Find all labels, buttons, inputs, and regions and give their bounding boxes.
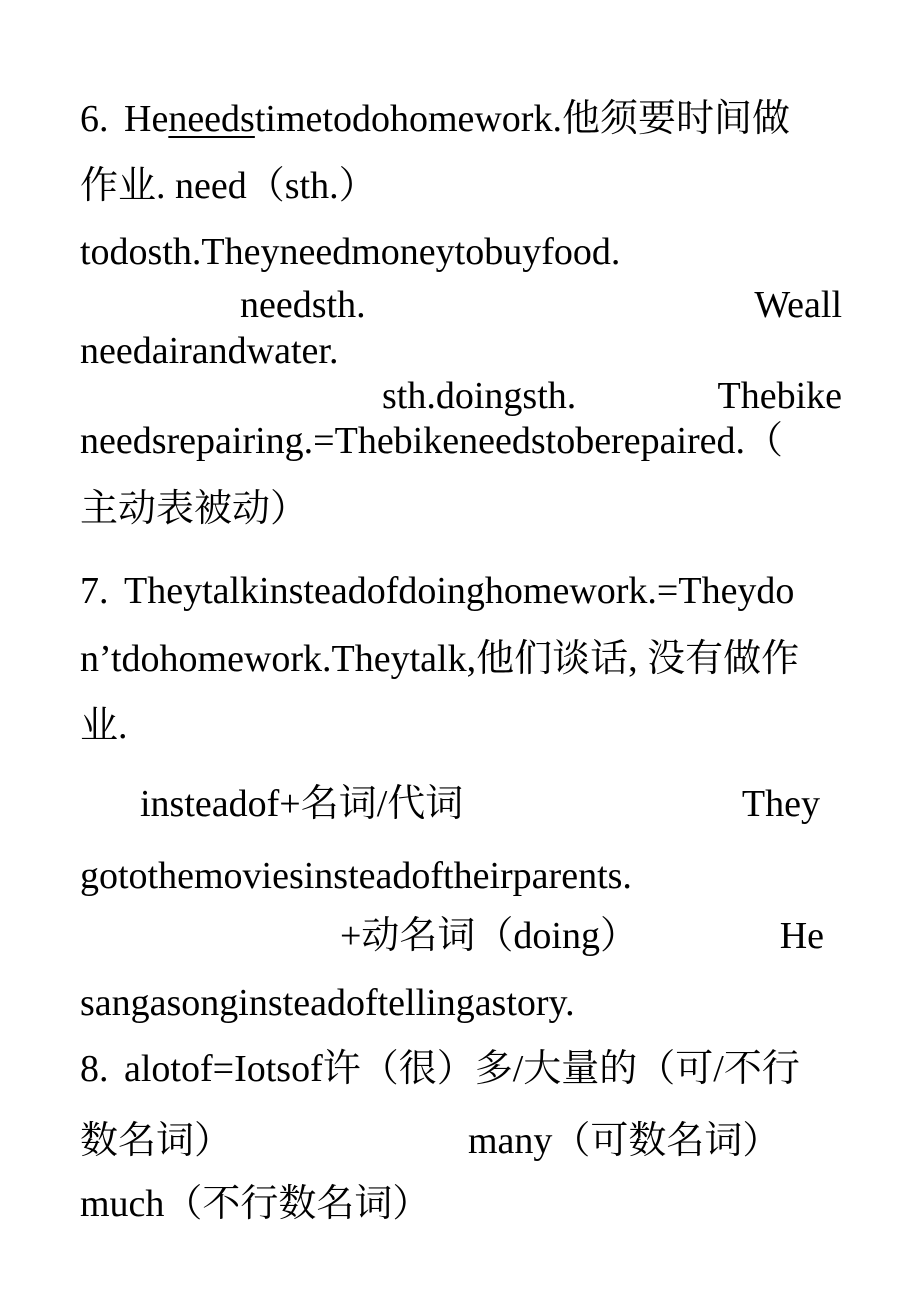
item8-line1	[80, 1048, 842, 1092]
item6-line2: 作业. need（sth.）	[80, 165, 377, 207]
item6-line3: todosth.Theyneedmoneytobuyfood.	[80, 231, 621, 273]
item6-line4-right: Weall	[754, 284, 842, 326]
item6-line8: 主动表被动）	[80, 488, 309, 530]
item8-line2	[80, 1120, 842, 1164]
item6-line4	[240, 284, 842, 328]
item6-line1	[80, 98, 842, 142]
item7-line3: 业.	[80, 705, 128, 747]
item6-line6-left: sth.doingsth.	[382, 375, 577, 417]
item8-line1-text: alotof=Iotsof许（很）多/大量的（可/不行	[124, 1048, 800, 1090]
item7-line4-left: insteadof+名词/代词	[140, 783, 464, 825]
item8-line2-right: many（可数名词）	[468, 1120, 781, 1162]
item6-line7: needsrepairing.=Thebikeneedstoberepaired.（	[80, 420, 784, 462]
item7-line4	[140, 783, 820, 827]
item8-line3: much（不行数名词）	[80, 1183, 431, 1225]
item6-line6	[382, 375, 842, 419]
item6-underlined-word: needs	[168, 98, 255, 140]
item7-line6	[340, 915, 824, 959]
item7-line2: n’tdohomework.Theytalk,他们谈话, 没有做作	[80, 638, 800, 680]
item6-line6-right: Thebike	[717, 375, 842, 417]
item7-line5: gotothemoviesinsteadoftheirparents.	[80, 855, 632, 897]
item7-line6-right: He	[779, 915, 824, 957]
item8-number: 8.	[80, 1048, 109, 1090]
item6-sentence-pre: He	[124, 98, 169, 140]
item6-number: 6.	[80, 98, 109, 140]
item6-line4-left: needsth.	[240, 284, 366, 326]
item7-line6-left: +动名词（doing）	[340, 915, 638, 957]
item7-number: 7.	[80, 570, 109, 612]
item7-line1	[80, 570, 842, 614]
item8-line2-left: 数名词）	[80, 1120, 233, 1162]
item6-line5: needairandwater.	[80, 330, 339, 372]
item7-line1-text: Theytalkinsteadofdoinghomework.=Theydo	[124, 570, 795, 612]
item7-line7: sangasonginsteadoftellingastory.	[80, 982, 575, 1024]
item6-sentence-post: timetodohomework.他须要时间做	[254, 98, 790, 140]
item7-line4-right: They	[741, 783, 820, 825]
